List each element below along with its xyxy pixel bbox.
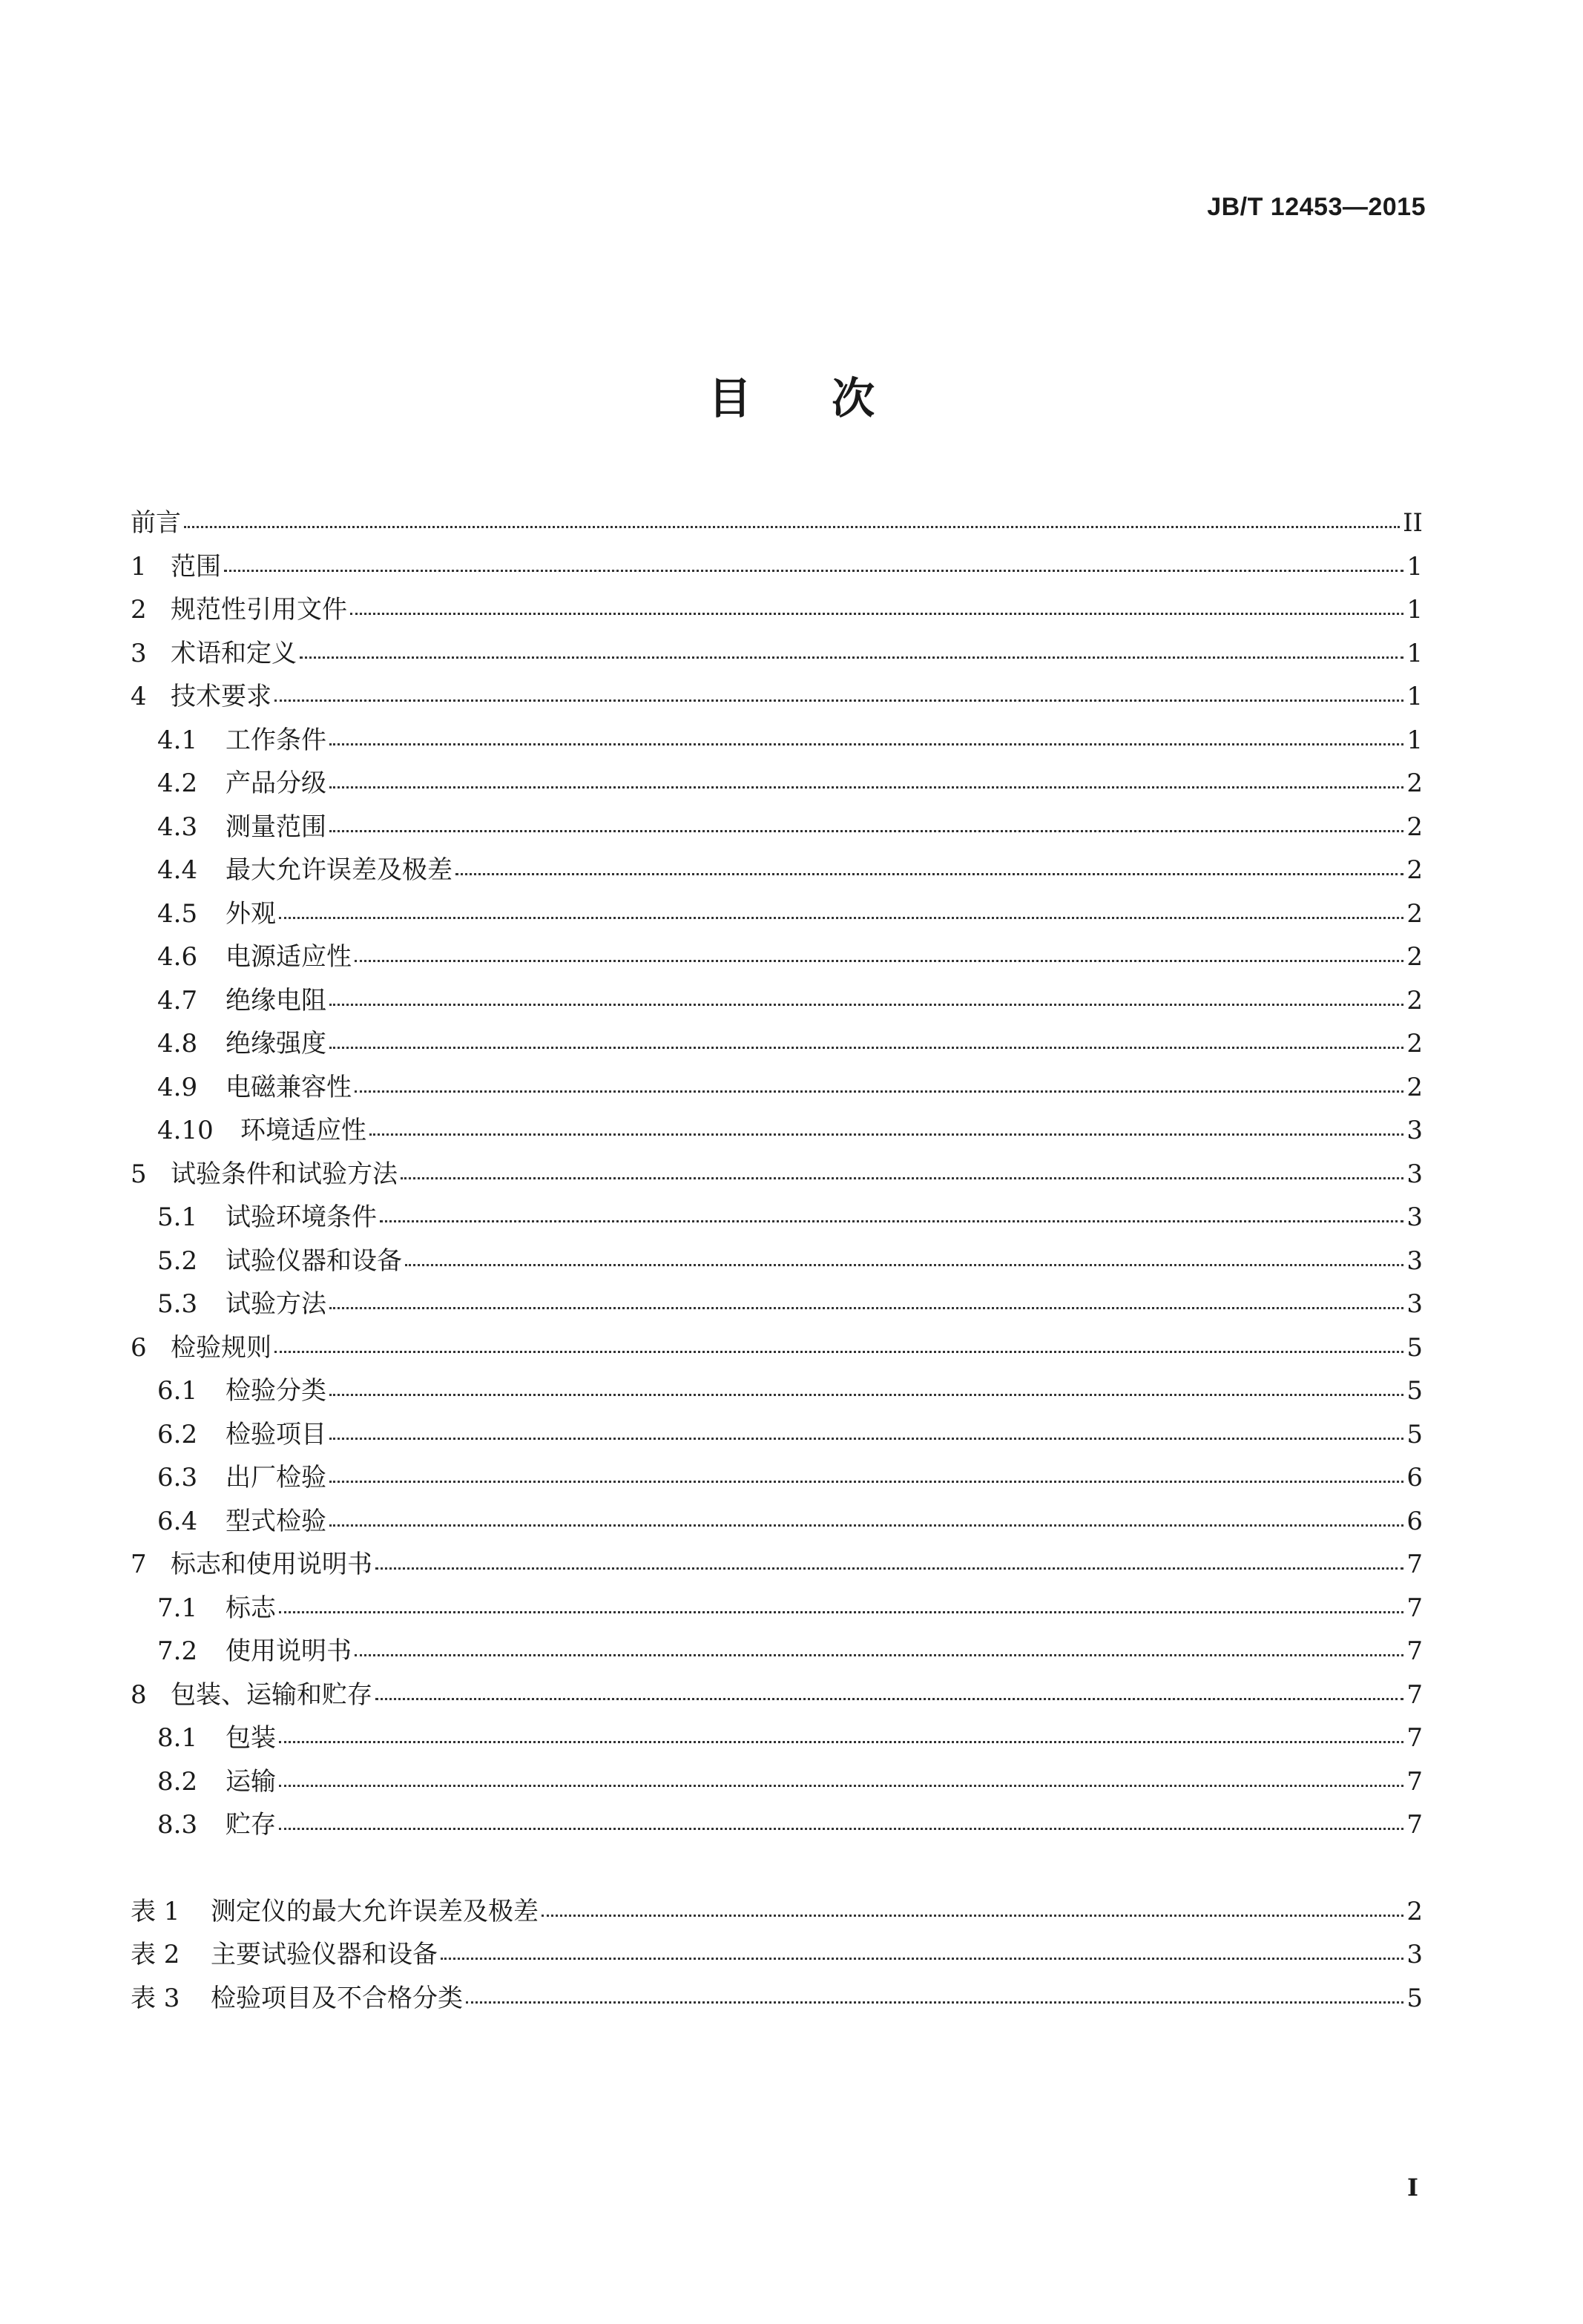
entry-label: 工作条件 bbox=[226, 725, 326, 755]
entry-label: 测定仪的最大允许误差及极差 bbox=[211, 1896, 539, 1926]
section-gap bbox=[131, 1847, 1423, 1890]
entry-number: 4 bbox=[131, 682, 147, 711]
toc-entry[interactable] bbox=[131, 1500, 1423, 1544]
toc-entry[interactable] bbox=[131, 1803, 1423, 1847]
dot-leader bbox=[355, 1653, 1403, 1656]
entry-page: 5 bbox=[1406, 1376, 1423, 1406]
entry-page: 2 bbox=[1406, 942, 1423, 972]
dot-leader bbox=[224, 569, 1403, 572]
entry-number: 8.1 bbox=[157, 1723, 198, 1753]
entry-number: 5.3 bbox=[157, 1289, 198, 1319]
entry-label: 环境适应性 bbox=[240, 1116, 366, 1145]
entry-page: 3 bbox=[1406, 1940, 1423, 1969]
dot-leader bbox=[279, 1740, 1403, 1743]
entry-page: 3 bbox=[1406, 1159, 1423, 1189]
entry-page: 1 bbox=[1406, 551, 1423, 582]
entry-label: 规范性引用文件 bbox=[171, 595, 347, 625]
entry-label: 贮存 bbox=[226, 1810, 276, 1840]
title-char: 次 bbox=[832, 373, 875, 424]
entry-number: 4.1 bbox=[157, 725, 198, 755]
toc-entry[interactable] bbox=[131, 1673, 1423, 1717]
toc-entry[interactable] bbox=[131, 1369, 1423, 1413]
entry-page: 1 bbox=[1406, 725, 1423, 755]
entry-label: 绝缘强度 bbox=[226, 1029, 326, 1059]
entry-number: 5 bbox=[131, 1159, 147, 1189]
toc-entry[interactable] bbox=[131, 806, 1423, 849]
entry-label: 最大允许误差及极差 bbox=[226, 855, 452, 885]
table-list-entry[interactable] bbox=[131, 1933, 1423, 1977]
entry-number: 4.4 bbox=[157, 855, 198, 885]
entry-page: 7 bbox=[1406, 1593, 1423, 1623]
toc-entry[interactable] bbox=[131, 1543, 1423, 1587]
entry-number: 4.2 bbox=[157, 768, 198, 798]
toc-entry[interactable] bbox=[131, 1196, 1423, 1240]
entry-label: 外观 bbox=[226, 898, 276, 929]
entry-number: 4.7 bbox=[157, 985, 198, 1015]
entry-number: 7 bbox=[131, 1550, 147, 1579]
toc-entry[interactable] bbox=[131, 545, 1423, 589]
entry-label: 试验方法 bbox=[226, 1289, 326, 1319]
toc-entry[interactable] bbox=[131, 1760, 1423, 1804]
toc-entry[interactable] bbox=[131, 762, 1423, 806]
entry-page: 1 bbox=[1406, 595, 1423, 625]
entry-label: 标志和使用说明书 bbox=[171, 1550, 372, 1579]
entry-page: 7 bbox=[1406, 1679, 1423, 1710]
toc-entry[interactable] bbox=[131, 849, 1423, 892]
entry-number: 6 bbox=[131, 1332, 147, 1363]
entry-label: 包装、运输和贮存 bbox=[171, 1679, 372, 1710]
entry-label: 检验项目及不合格分类 bbox=[211, 1983, 463, 2013]
toc-entry[interactable] bbox=[131, 1240, 1423, 1283]
table-of-contents bbox=[131, 501, 1423, 2020]
dot-leader bbox=[329, 743, 1403, 745]
toc-entry[interactable] bbox=[131, 892, 1423, 936]
dot-leader bbox=[329, 1393, 1403, 1396]
entry-label: 检验分类 bbox=[226, 1376, 326, 1406]
entry-label: 技术要求 bbox=[171, 682, 271, 711]
entry-label: 术语和定义 bbox=[171, 638, 297, 668]
entry-label: 标志 bbox=[226, 1593, 276, 1623]
toc-entry[interactable] bbox=[131, 1456, 1423, 1500]
entry-number: 8 bbox=[131, 1679, 147, 1710]
toc-entry[interactable] bbox=[131, 1413, 1423, 1457]
entry-number: 6.4 bbox=[157, 1506, 198, 1536]
dot-leader bbox=[441, 1957, 1403, 1960]
entry-page: 1 bbox=[1406, 638, 1423, 668]
entry-number: 7.1 bbox=[157, 1593, 198, 1623]
entry-label: 出厂检验 bbox=[226, 1463, 326, 1492]
toc-entry[interactable] bbox=[131, 588, 1423, 632]
dot-leader bbox=[329, 1524, 1403, 1527]
entry-label: 产品分级 bbox=[226, 768, 326, 798]
entry-label: 型式检验 bbox=[226, 1506, 326, 1536]
dot-leader bbox=[279, 1610, 1403, 1613]
dot-leader bbox=[184, 525, 1400, 528]
dot-leader bbox=[329, 1437, 1403, 1440]
toc-entry[interactable] bbox=[131, 1066, 1423, 1110]
entry-page: 2 bbox=[1406, 1072, 1423, 1102]
entry-label: 试验环境条件 bbox=[226, 1202, 377, 1232]
dot-leader bbox=[542, 1914, 1403, 1917]
entry-number: 3 bbox=[131, 638, 147, 668]
page-number: I bbox=[1407, 2173, 1418, 2202]
dot-leader bbox=[300, 656, 1403, 659]
entry-page: 3 bbox=[1406, 1202, 1423, 1232]
entry-page: II bbox=[1403, 508, 1423, 538]
dot-leader bbox=[274, 1350, 1403, 1353]
dot-leader bbox=[329, 1480, 1403, 1483]
entry-number: 5.2 bbox=[157, 1245, 198, 1276]
dot-leader bbox=[274, 699, 1403, 702]
dot-leader bbox=[329, 786, 1403, 789]
entry-label: 检验规则 bbox=[171, 1332, 271, 1363]
entry-page: 5 bbox=[1406, 1332, 1423, 1363]
dot-leader bbox=[279, 1827, 1403, 1830]
entry-label: 绝缘电阻 bbox=[226, 985, 326, 1015]
entry-page: 2 bbox=[1406, 898, 1423, 929]
entry-number: 6.2 bbox=[157, 1419, 198, 1449]
entry-label: 包装 bbox=[226, 1723, 276, 1753]
entry-label: 范围 bbox=[171, 551, 221, 582]
entry-label: 试验仪器和设备 bbox=[226, 1245, 402, 1276]
entry-number: 6.1 bbox=[157, 1376, 198, 1406]
entry-page: 6 bbox=[1406, 1463, 1423, 1492]
toc-entry[interactable] bbox=[131, 1022, 1423, 1066]
toc-entry[interactable] bbox=[131, 1153, 1423, 1196]
entry-page: 7 bbox=[1406, 1723, 1423, 1753]
entry-page: 2 bbox=[1406, 1029, 1423, 1059]
entry-number: 4.3 bbox=[157, 812, 198, 842]
entry-number: 7.2 bbox=[157, 1636, 198, 1666]
entry-label: 检验项目 bbox=[226, 1419, 326, 1449]
entry-number: 4.5 bbox=[157, 898, 198, 929]
entry-label: 试验条件和试验方法 bbox=[171, 1159, 398, 1189]
entry-label: 使用说明书 bbox=[226, 1636, 352, 1666]
toc-entry[interactable] bbox=[131, 675, 1423, 719]
dot-leader bbox=[375, 1567, 1403, 1570]
title-char: 目 bbox=[708, 373, 751, 424]
toc-entry[interactable] bbox=[131, 1109, 1423, 1153]
dot-leader bbox=[350, 612, 1403, 615]
entry-page: 7 bbox=[1406, 1766, 1423, 1797]
entry-number: 表 2 bbox=[131, 1940, 180, 1969]
entry-number: 表 3 bbox=[131, 1983, 180, 2013]
dot-leader bbox=[405, 1263, 1403, 1266]
entry-page: 2 bbox=[1406, 768, 1423, 798]
entry-number: 表 1 bbox=[131, 1896, 180, 1926]
entry-label: 前言 bbox=[131, 508, 181, 538]
entry-label: 运输 bbox=[226, 1766, 276, 1797]
entry-number: 4.10 bbox=[157, 1116, 214, 1145]
entry-page: 5 bbox=[1406, 1419, 1423, 1449]
dot-leader bbox=[329, 1046, 1403, 1049]
dot-leader bbox=[380, 1219, 1403, 1222]
toc-entry[interactable] bbox=[131, 1326, 1423, 1370]
dot-leader bbox=[329, 829, 1403, 832]
dot-leader bbox=[279, 1784, 1403, 1787]
entry-page: 2 bbox=[1406, 1896, 1423, 1926]
toc-entry[interactable] bbox=[131, 979, 1423, 1023]
entry-page: 3 bbox=[1406, 1116, 1423, 1145]
entry-label: 电磁兼容性 bbox=[226, 1072, 352, 1102]
toc-entry[interactable] bbox=[131, 719, 1423, 763]
dot-leader bbox=[329, 1306, 1403, 1309]
entry-label: 测量范围 bbox=[226, 812, 326, 842]
page-title bbox=[0, 363, 1583, 426]
dot-leader bbox=[401, 1176, 1403, 1179]
entry-page: 5 bbox=[1406, 1983, 1423, 2013]
entry-number: 6.3 bbox=[157, 1463, 198, 1492]
entry-page: 2 bbox=[1406, 985, 1423, 1015]
entry-page: 7 bbox=[1406, 1810, 1423, 1840]
entry-page: 3 bbox=[1406, 1289, 1423, 1319]
entry-label: 主要试验仪器和设备 bbox=[211, 1940, 438, 1969]
toc-entry[interactable] bbox=[131, 632, 1423, 676]
entry-label: 电源适应性 bbox=[226, 942, 352, 972]
entry-page: 6 bbox=[1406, 1506, 1423, 1536]
entry-page: 1 bbox=[1406, 682, 1423, 711]
toc-entry[interactable] bbox=[131, 935, 1423, 979]
dot-leader bbox=[355, 959, 1403, 962]
dot-leader bbox=[369, 1133, 1403, 1136]
entry-number: 2 bbox=[131, 595, 147, 625]
entry-number: 4.6 bbox=[157, 942, 198, 972]
entry-number: 5.1 bbox=[157, 1202, 198, 1232]
table-list-entry[interactable] bbox=[131, 1977, 1423, 2021]
toc-entry[interactable] bbox=[131, 1587, 1423, 1630]
dot-leader bbox=[279, 916, 1403, 919]
table-list-entry[interactable] bbox=[131, 1890, 1423, 1934]
entry-number: 8.3 bbox=[157, 1810, 198, 1840]
dot-leader bbox=[375, 1697, 1403, 1700]
entry-page: 7 bbox=[1406, 1550, 1423, 1579]
toc-entry[interactable] bbox=[131, 1716, 1423, 1760]
dot-leader bbox=[355, 1090, 1403, 1093]
entry-number: 1 bbox=[131, 551, 147, 582]
entry-page: 3 bbox=[1406, 1245, 1423, 1276]
standard-code: JB/T 12453—2015 bbox=[1207, 193, 1426, 221]
dot-leader bbox=[455, 872, 1403, 875]
toc-entry[interactable] bbox=[131, 1283, 1423, 1326]
entry-number: 4.9 bbox=[157, 1072, 198, 1102]
dot-leader bbox=[466, 2001, 1403, 2004]
entry-number: 8.2 bbox=[157, 1766, 198, 1797]
entry-page: 2 bbox=[1406, 855, 1423, 885]
entry-page: 7 bbox=[1406, 1636, 1423, 1666]
dot-leader bbox=[329, 1003, 1403, 1006]
entry-number: 4.8 bbox=[157, 1029, 198, 1059]
entry-page: 2 bbox=[1406, 812, 1423, 842]
toc-entry[interactable] bbox=[131, 501, 1423, 545]
toc-entry[interactable] bbox=[131, 1630, 1423, 1673]
